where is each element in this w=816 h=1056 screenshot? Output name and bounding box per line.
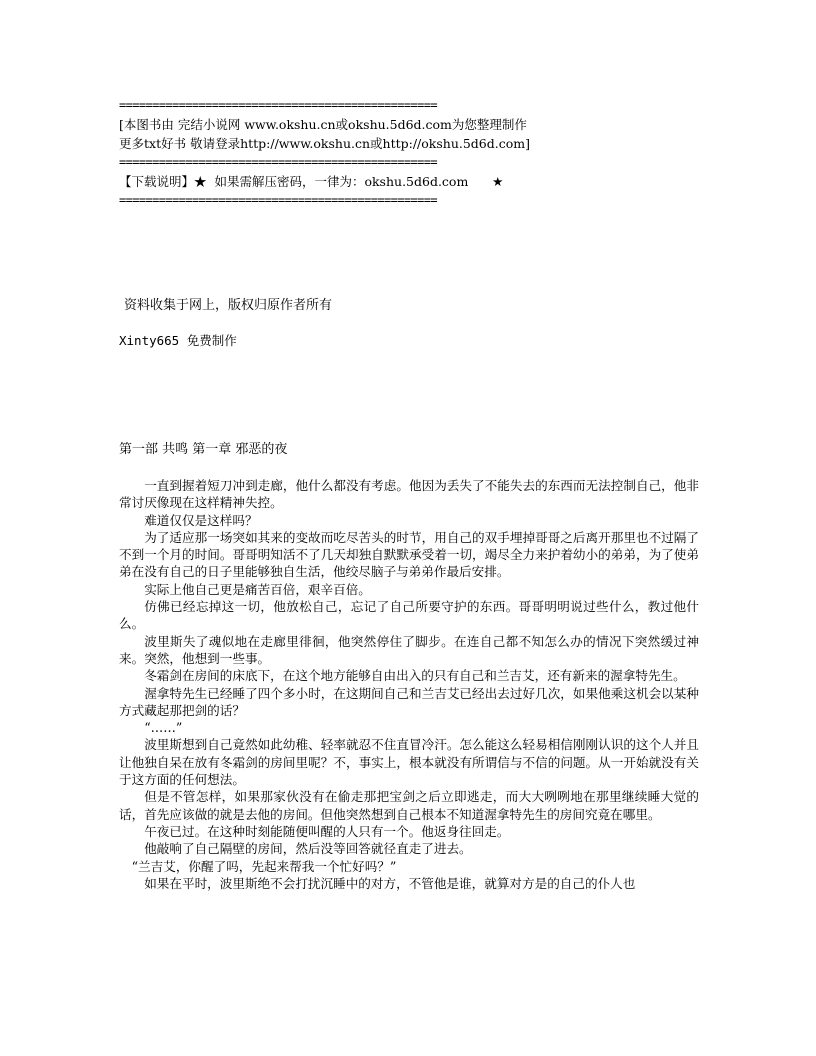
paragraph: 冬霜剑在房间的床底下，在这个地方能够自由出入的只有自己和兰吉艾，还有新来的渥拿特先生。 (144, 668, 686, 684)
paragraph: 仿佛已经忘掉这一切，他放松自己，忘记了自己所要守护的东西。哥哥明明说过些什么，教过他什么。 (119, 599, 699, 632)
paragraph: 一直到握着短刀冲到走廊，他什么都没有考虑。他因为丢失了不能失去的东西而无法控制自己，他非常讨厌像现在这样精神失控。 (119, 478, 699, 511)
paragraph: 为了适应那一场突如其来的变故而吃尽苦头的时节，用自己的双手埋掉哥哥之后离开那里也不过隔了不到一个月的时间。哥哥明知活不了几天却独自默默承受着一切，竭尽全力来护着幼小的弟弟，为了使弟弟在没有自己的日子里能够独自生活，他绞尽脑子与弟弟作最后安排。 (119, 529, 699, 580)
download-note: 【下载说明】★ 如果需解压密码，一律为：okshu.5d6d.com ★ (119, 174, 504, 189)
divider-rule: ================================================ (119, 193, 437, 207)
divider-rule: ================================================ (119, 98, 437, 112)
chapter-title: 第一部 共鸣 第一章 邪恶的夜 (119, 442, 288, 457)
paragraph: 但是不管怎样，如果那家伙没有在偷走那把宝剑之后立即逃走，而大大咧咧地在那里继续睡大觉的话，首先应该做的就是去他的房间。但他突然想到自己根本不知道渥拿特先生的房间究竟在哪里。 (119, 789, 699, 822)
maker-credit: Xinty665 免费制作 (119, 333, 237, 348)
header-line-more: 更多txt好书 敬请登录http://www.okshu.cn或http://okshu.5d6d.com] (119, 136, 530, 151)
paragraph: “……” (144, 720, 183, 736)
divider-rule: ================================================ (119, 155, 437, 169)
paragraph: 波里斯想到自己竟然如此幼稚、轻率就忍不住直冒冷汗。怎么能这么轻易相信刚刚认识的这个人并且让他独自呆在放有冬霜剑的房间里呢？不，事实上，根本就没有所谓信与不信的问题。从一开始就没有关于这方面的任何想法。 (119, 737, 699, 788)
copyright-note: 资料收集于网上，版权归原作者所有 (124, 298, 333, 313)
paragraph: 午夜已过。在这种时刻能随便叫醒的人只有一个。他返身往回走。 (144, 823, 510, 839)
paragraph: 波里斯失了魂似地在走廊里徘徊，他突然停住了脚步。在连自己都不知怎么办的情况下突然缓过神来。突然，他想到一些事。 (119, 633, 699, 666)
paragraph: “兰吉艾，你醒了吗，先起来帮我一个忙好吗？” (131, 858, 397, 874)
paragraph: 如果在平时，波里斯绝不会打扰沉睡中的对方，不管他是谁，就算对方是的自己的仆人也 (144, 875, 636, 891)
paragraph: 他敲响了自己隔壁的房间，然后没等回答就径直走了进去。 (144, 841, 472, 857)
paragraph: 渥拿特先生已经睡了四个多小时，在这期间自己和兰吉艾已经出去过好几次，如果他乘这机会以某种方式藏起那把剑的话？ (119, 685, 699, 718)
paragraph: 难道仅仅是这样吗？ (144, 512, 258, 528)
chapter-body (119, 477, 699, 892)
header-block (119, 96, 719, 210)
header-line-source: [本图书由 完结小说网 www.okshu.cn或okshu.5d6d.com为您整理制作 (119, 117, 527, 132)
paragraph: 实际上他自己更是痛苦百倍，艰辛百倍。 (144, 581, 371, 597)
